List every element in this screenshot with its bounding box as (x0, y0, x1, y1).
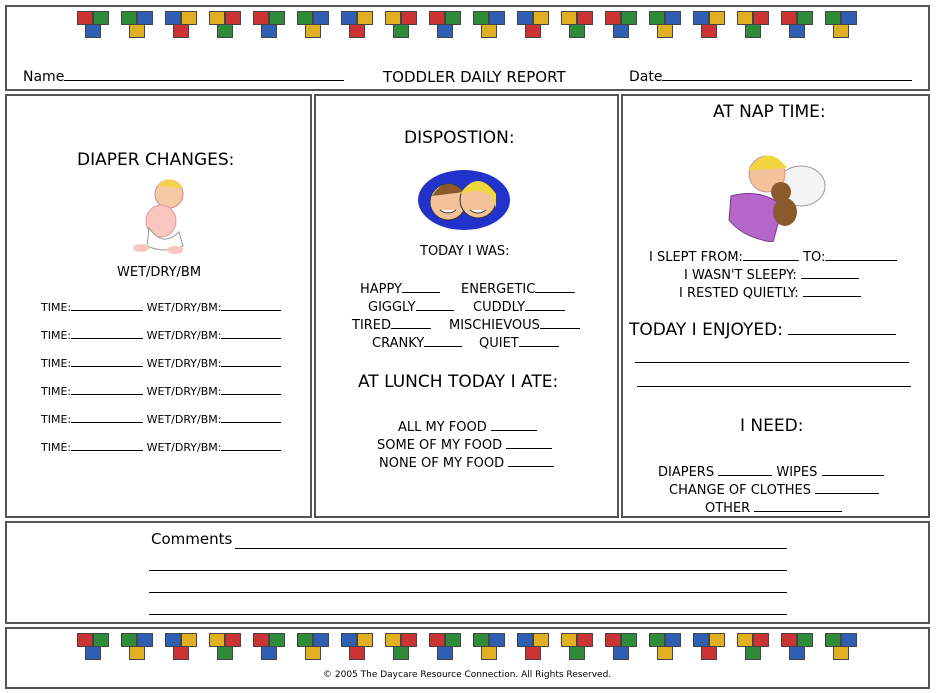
wipes-label: WIPES (776, 465, 818, 480)
alphabet-block-icon (383, 633, 421, 661)
alphabet-block-icon (75, 633, 113, 661)
slept-from-label: I SLEPT FROM: (649, 250, 743, 265)
time-label: TIME: (41, 357, 72, 370)
status-label: WET/DRY/BM: (146, 441, 222, 454)
alphabet-block-icon (339, 633, 377, 661)
disposition-heading: DISPOSTION: (404, 128, 515, 148)
alphabet-block-icon (691, 633, 729, 661)
comments-label: Comments (151, 530, 233, 548)
mood-label: TIRED (352, 318, 392, 333)
mood-option[interactable] (461, 280, 575, 297)
alphabet-block-icon (647, 11, 685, 39)
alphabet-block-icon (779, 11, 817, 39)
alphabet-block-icon (207, 11, 245, 39)
alphabet-block-icon (383, 11, 421, 39)
other-label: OTHER (705, 501, 751, 516)
date-field[interactable] (629, 68, 912, 85)
diaper-caption: WET/DRY/BM (117, 265, 202, 280)
alphabet-block-icon (647, 633, 685, 661)
alphabet-block-icon (339, 11, 377, 39)
alphabet-block-icon (427, 633, 465, 661)
alphabet-block-icon (471, 11, 509, 39)
alphabet-block-icon (251, 11, 289, 39)
alphabet-blocks-border-bottom (75, 633, 861, 661)
copyright-text: © 2005 The Daycare Resource Connection. All Rights Reserved. (323, 670, 612, 680)
need-diapers-wipes-field[interactable] (658, 463, 884, 480)
date-label: Date (629, 69, 663, 85)
not-sleepy-label: I WASN'T SLEEPY: (684, 268, 797, 283)
alphabet-block-icon (735, 633, 773, 661)
diaper-log-row[interactable] (41, 410, 281, 426)
lunch-option[interactable] (377, 436, 552, 453)
alphabet-block-icon (119, 633, 157, 661)
lunch-label: ALL MY FOOD (398, 420, 487, 435)
lunch-option[interactable] (379, 454, 554, 471)
alphabet-block-icon (163, 11, 201, 39)
time-label: TIME: (41, 413, 72, 426)
diapers-label: DIAPERS (658, 465, 715, 480)
baby-diaper-illustration (127, 176, 197, 258)
alphabet-blocks-border-top (75, 11, 861, 39)
comments-section (5, 521, 930, 624)
comments-line-1[interactable] (235, 548, 787, 549)
name-label: Name (23, 69, 65, 85)
time-label: TIME: (41, 329, 72, 342)
status-label: WET/DRY/BM: (146, 329, 222, 342)
name-field[interactable] (23, 68, 344, 85)
disposition-section (314, 94, 619, 518)
mood-option[interactable] (368, 298, 454, 315)
mood-label: GIGGLY (368, 300, 416, 315)
nap-section (621, 94, 930, 518)
mood-label: CUDDLY (473, 300, 526, 315)
need-other-field[interactable] (705, 499, 842, 516)
enjoyed-heading (629, 320, 896, 340)
alphabet-block-icon (603, 11, 641, 39)
status-label: WET/DRY/BM: (146, 357, 222, 370)
alphabet-block-icon (207, 633, 245, 661)
mood-label: ENERGETIC (461, 282, 536, 297)
diaper-log-row[interactable] (41, 382, 281, 398)
need-heading: I NEED: (740, 416, 804, 436)
nap-heading: AT NAP TIME: (713, 102, 826, 122)
status-label: WET/DRY/BM: (146, 385, 222, 398)
alphabet-block-icon (163, 633, 201, 661)
comments-line-4[interactable] (149, 614, 787, 615)
mood-option[interactable] (372, 334, 462, 351)
enjoyed-label: TODAY I ENJOYED: (629, 320, 783, 340)
slept-from-field[interactable] (649, 248, 897, 265)
today-i-was-label: TODAY I WAS: (420, 244, 510, 259)
lunch-option[interactable] (398, 418, 537, 435)
sleeping-child-illustration (723, 146, 827, 242)
alphabet-block-icon (295, 11, 333, 39)
alphabet-block-icon (251, 633, 289, 661)
lunch-label: NONE OF MY FOOD (379, 456, 505, 471)
diaper-section (5, 94, 312, 518)
rested-quietly-label: I RESTED QUIETLY: (679, 286, 799, 301)
diaper-log-row[interactable] (41, 354, 281, 370)
alphabet-block-icon (559, 633, 597, 661)
mood-option[interactable] (449, 316, 580, 333)
time-label: TIME: (41, 441, 72, 454)
alphabet-block-icon (295, 633, 333, 661)
alphabet-block-icon (691, 11, 729, 39)
alphabet-block-icon (119, 11, 157, 39)
alphabet-block-icon (515, 633, 553, 661)
status-label: WET/DRY/BM: (146, 301, 222, 314)
lunch-heading: AT LUNCH TODAY I ATE: (358, 372, 559, 392)
alphabet-block-icon (75, 11, 113, 39)
header-section (5, 5, 930, 91)
alphabet-block-icon (823, 11, 861, 39)
mood-option[interactable] (473, 298, 565, 315)
footer-section (5, 627, 930, 689)
mood-option[interactable] (479, 334, 559, 351)
alphabet-block-icon (471, 633, 509, 661)
alphabet-block-icon (559, 11, 597, 39)
comments-line-3[interactable] (149, 592, 787, 593)
comments-line-2[interactable] (149, 570, 787, 571)
not-sleepy-field[interactable] (684, 266, 859, 283)
status-label: WET/DRY/BM: (146, 413, 222, 426)
slept-to-label: TO: (803, 250, 826, 265)
alphabet-block-icon (823, 633, 861, 661)
alphabet-block-icon (515, 11, 553, 39)
alphabet-block-icon (427, 11, 465, 39)
diaper-heading: DIAPER CHANGES: (77, 150, 235, 170)
mood-option[interactable] (352, 316, 431, 333)
alphabet-block-icon (779, 633, 817, 661)
rested-quietly-field[interactable] (679, 284, 861, 301)
happy-kids-illustration (416, 166, 512, 232)
alphabet-block-icon (603, 633, 641, 661)
mood-label: HAPPY (360, 282, 403, 297)
diaper-log-row[interactable] (41, 326, 281, 342)
diaper-log-row[interactable] (41, 298, 281, 314)
diaper-log-row[interactable] (41, 438, 281, 454)
enjoyed-line-2[interactable] (637, 386, 911, 387)
alphabet-block-icon (735, 11, 773, 39)
page-title: TODDLER DAILY REPORT (383, 68, 566, 86)
clothes-label: CHANGE OF CLOTHES (669, 483, 812, 498)
mood-label: MISCHIEVOUS (449, 318, 540, 333)
mood-label: QUIET (479, 336, 519, 351)
time-label: TIME: (41, 385, 72, 398)
enjoyed-line-1[interactable] (635, 362, 909, 363)
lunch-label: SOME OF MY FOOD (377, 438, 503, 453)
need-clothes-field[interactable] (669, 481, 879, 498)
time-label: TIME: (41, 301, 72, 314)
mood-option[interactable] (360, 280, 440, 297)
mood-label: CRANKY (372, 336, 425, 351)
